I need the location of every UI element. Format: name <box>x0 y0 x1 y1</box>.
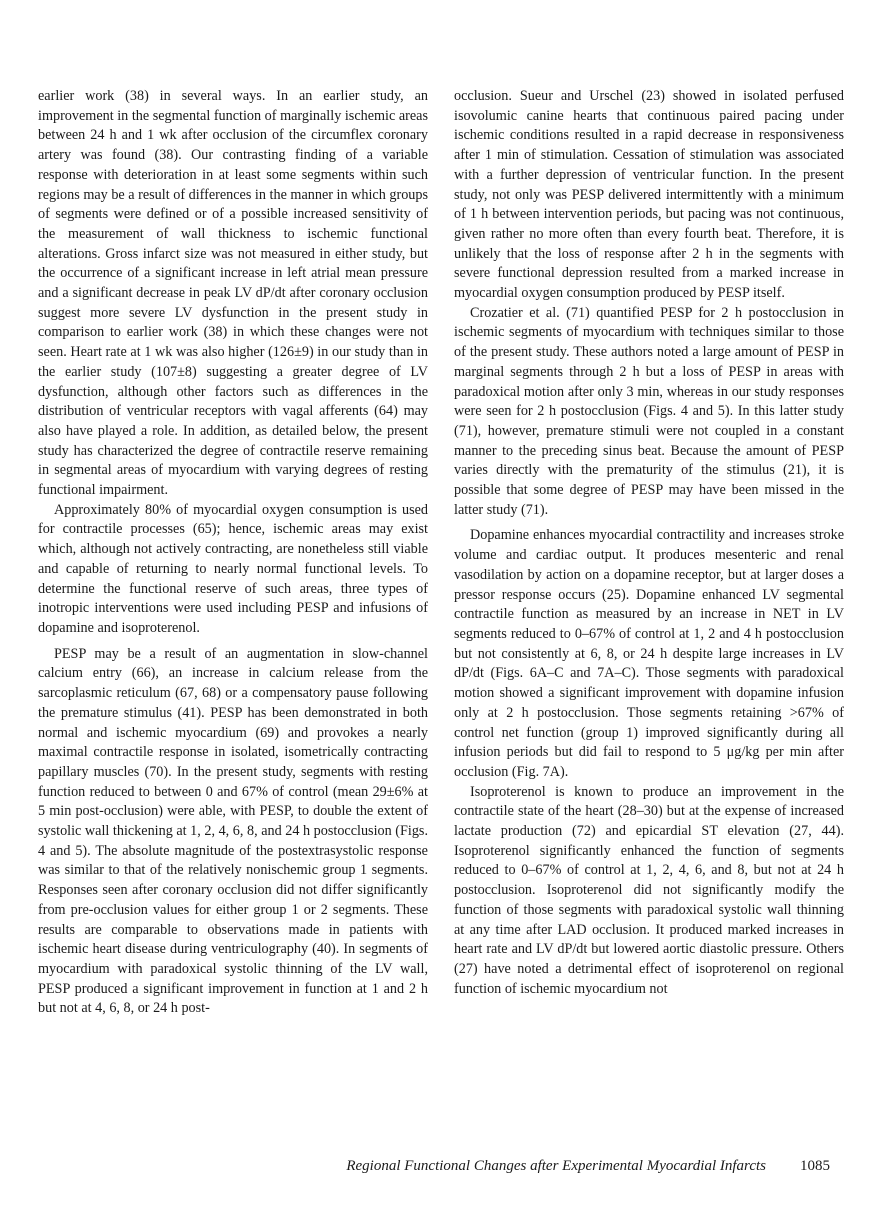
running-title: Regional Functional Changes after Experimental Myocardial Infarcts <box>346 1158 766 1174</box>
paragraph: Isoproterenol is known to produce an improvement in the contractile state of the heart (28–30) but at the expense of increased lactate production (72) and epicardial ST elevation (27, 44). Isoproterenol significantly enhanced the function of segments reduced to 0–67% of control at 1, 2, 4, 6, and 8, but not at 24 h postocclusion. Isoproterenol did not significantly modify the function of those segments with paradoxical systolic wall thinning at any time after LAD occlusion. It produced marked increases in heart rate and LV dP/dt but lowered aortic diastolic pressure. Others (27) have noted a detrimental effect of isoproterenol on regional function of ischemic myocardium not <box>454 783 844 997</box>
paragraph: Dopamine enhances myocardial contractility and increases stroke volume and cardiac output. It produces mesenteric and renal vasodilation by action on a dopamine receptor, but at larger doses a pressor response occurs (25). Dopamine enhanced LV segmental contractile function as measured by an increase in NET in LV segments reduced to 0–67% of control at 1, 2 and 4 h postocclusion but not consistently at 6, 8, or 24 h despite large increases in LV dP/dt (Figs. 6A–C and 7A–C). Those segments with paradoxical motion showed a significant improvement with dopamine infusion only at 2 h postocclusion. Those segments retaining >67% of control net function (group 1) improved significantly during all infusion periods but did fail to respond to 5 μg/kg per min after occlusion (Fig. 7A). <box>454 527 844 780</box>
paragraph: Approximately 80% of myocardial oxygen consumption is used for contractile processes (65); hence, ischemic areas may exist which, although not actively contracting, are nonetheless still viable and capable of returning to nearly normal functional levels. To determine the functional reserve of such areas, three types of inotropic interventions were used including PESP and infusions of dopamine and isoproterenol. <box>38 501 428 636</box>
paragraph: earlier work (38) in several ways. In an earlier study, an improvement in the segmental function of marginally ischemic areas between 24 h and 1 wk after occlusion of the circumflex coronary artery was found (38). Our contrasting finding of a variable response with deterioration in at least some segments within such regions may be a result of differences in the manner in which groups of segments were defined or of a possible increased sensitivity of the measurement of wall thickness to ischemic functional alterations. Gross infarct size was not measured in either study, but the occurrence of a significant increase in left atrial mean pressure and a significant decrease in peak LV dP/dt after coronary occlusion suggest more severe LV dysfunction in the present study in comparison to earlier work (38) in which these changes were not seen. Heart rate at 1 wk was also higher (126±9) in our study than in the earlier study (107±8) suggesting a greater degree of LV dysfunction, although other factors such as differences in the distribution of ventricular receptors with vagal afferents (64) may also have played a role. In addition, as detailed below, the present study has characterized the degree of contractile reserve remaining in segmental areas of myocardium with varying degrees of resting functional impairment. <box>38 88 428 499</box>
paragraph: Crozatier et al. (71) quantified PESP for 2 h postocclusion in ischemic segments of myocardium with techniques similar to those of the present study. These authors noted a large amount of PESP in marginal segments through 2 h but a loss of PESP in areas with paradoxical motion after only 3 min, whereas in our study responses were seen for 2 h postocclusion (Figs. 4 and 5). In this latter study (71), however, premature stimuli were not coupled in a constant manner to the preceding sinus beat. Because the amount of PESP varies directly with the prematurity of the stimulus (21), it is possible that some degree of PESP may have been missed in the latter study (71). <box>454 304 844 518</box>
paragraph: PESP may be a result of an augmentation in slow-channel calcium entry (66), an increase in calcium release from the sarcoplasmic reticulum (67, 68) or a compensatory pause following the premature stimulus (41). PESP has been demonstrated in both normal and ischemic myocardium (69) and provokes a nearly maximal contractile response in isolated, isometrically contracting papillary muscles (70). In the present study, segments with resting function reduced to between 0 and 67% of control (mean 29±6% at 5 min post-occlusion) were able, with PESP, to double the extent of systolic wall thickening at 1, 2, 4, 6, 8, and 24 h postocclusion (Figs. 4 and 5). The absolute magnitude of the postextrasystolic response was similar to that of the relatively nonischemic group 1 segments. Responses seen after coronary occlusion did not differ significantly from pre-occlusion values for either group 1 or 2 segments. These results are comparable to observations made in patients with ischemic heart disease during ventriculography (40). In segments of myocardium with paradoxical systolic thinning of the LV wall, PESP produced a significant improvement in function at 1 and 2 h but not at 4, 6, 8, or 24 h post- <box>38 645 428 1017</box>
paragraph: occlusion. Sueur and Urschel (23) showed in isolated perfused isovolumic canine hearts that continuous paired pacing under ischemic conditions resulted in a rapid decrease in responsiveness after 1 min of stimulation. Cessation of stimulation was associated with a further depression of ventricular function. In the present study, not only was PESP delivered intermittently with a minimum of 1 h between intervention periods, but pacing was not continuous, given rather no more often than every fourth beat. Therefore, it is unlikely that the loss of response after 2 h in the segments with severe functional depression resulted from a marked increase in myocardial oxygen consumption produced by PESP itself. <box>454 88 844 302</box>
right-text-column <box>454 87 844 999</box>
page-footer <box>250 1158 830 1175</box>
page-number: 1085 <box>800 1158 830 1174</box>
left-text-column <box>38 87 428 1019</box>
